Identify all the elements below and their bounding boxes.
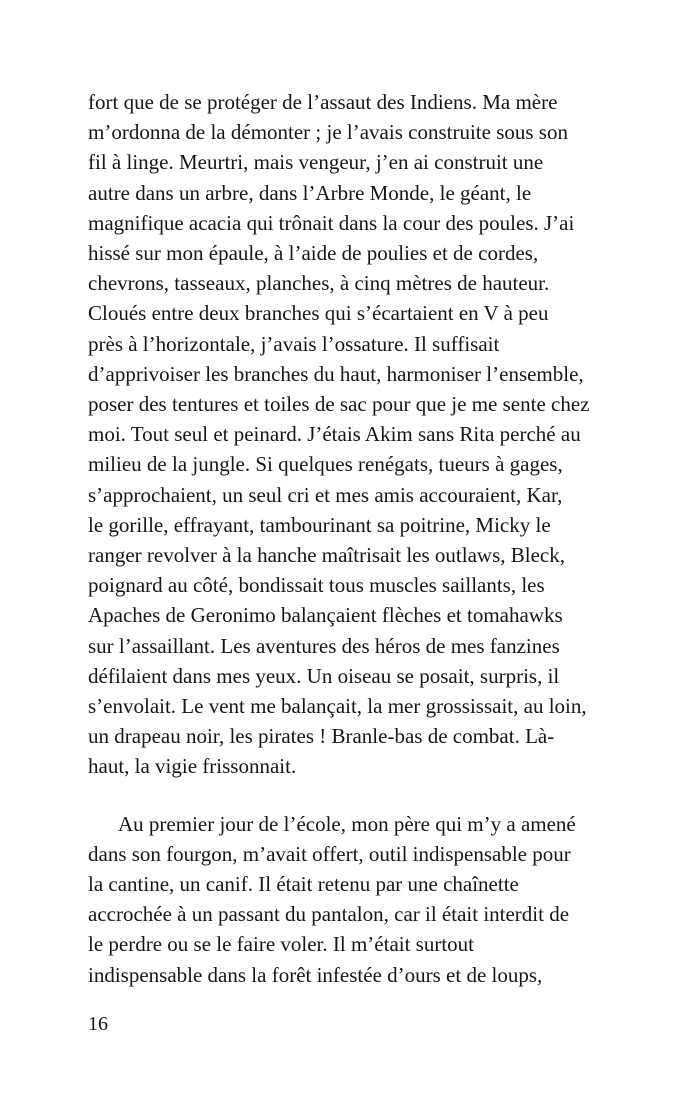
text-line: poignard au côté, bondissait tous muscles saillants, les xyxy=(88,573,545,598)
text-line: magnifique acacia qui trônait dans la cour des poules. J’ai xyxy=(88,210,575,235)
text-line: hissé sur mon épaule, à l’aide de poulies et de cordes, xyxy=(88,241,539,266)
text-line: le gorille, effrayant, tambourinant sa poitrine, Micky le xyxy=(88,512,551,537)
text-line: s’envolait. Le vent me balançait, la mer grossissait, au loin, xyxy=(88,694,587,719)
text-line: autre dans un arbre, dans l’Arbre Monde, le géant, le xyxy=(88,180,532,205)
text-line: indispensable dans la forêt infestée d’ours et de loups, xyxy=(88,962,543,987)
text-line: d’apprivoiser les branches du haut, harmoniser l’ensemble, xyxy=(88,361,584,386)
text-line: milieu de la jungle. Si quelques renégats, tueurs à gages, xyxy=(88,452,563,477)
text-line: Apaches de Geronimo balançaient flèches et tomahawks xyxy=(88,603,563,628)
paragraph xyxy=(88,87,612,782)
text-line: Cloués entre deux branches qui s’écartaient en V à peu xyxy=(88,301,549,326)
text-line: m’ordonna de la démonter ; je l’avais construite sous son xyxy=(88,120,568,145)
text-line: sur l’assaillant. Les aventures des héros de mes fanzines xyxy=(88,633,560,658)
text-line: dans son fourgon, m’avait offert, outil indispensable pour xyxy=(88,841,571,866)
text-line: près à l’horizontale, j’avais l’ossature. Il suffisait xyxy=(88,331,500,356)
text-line: un drapeau noir, les pirates ! Branle-bas de combat. Là- xyxy=(88,724,555,749)
page-text xyxy=(88,87,612,990)
text-line: moi. Tout seul et peinard. J’étais Akim sans Rita perché au xyxy=(88,422,581,447)
text-line: fil à linge. Meurtri, mais vengeur, j’en ai construit une xyxy=(88,150,544,175)
text-line: haut, la vigie frissonnait. xyxy=(88,754,297,779)
text-line: défilaient dans mes yeux. Un oiseau se posait, surpris, il xyxy=(88,663,560,688)
text-line: poser des tentures et toiles de sac pour que je me sente chez xyxy=(88,392,590,417)
text-line: chevrons, tasseaux, planches, à cinq mètres de hauteur. xyxy=(88,271,550,296)
text-line: accrochée à un passant du pantalon, car il était interdit de xyxy=(88,902,570,927)
text-line: le perdre ou se le faire voler. Il m’était surtout xyxy=(88,932,475,957)
text-line: s’approchaient, un seul cri et mes amis accouraient, Kar, xyxy=(88,482,563,507)
page-number: 16 xyxy=(88,1013,108,1035)
text-line: fort que de se protéger de l’assaut des Indiens. Ma mère xyxy=(88,90,558,114)
text-line: la cantine, un canif. Il était retenu par une chaînette xyxy=(88,872,519,897)
paragraph xyxy=(88,809,612,990)
text-line: ranger revolver à la hanche maîtrisait les outlaws, Bleck, xyxy=(88,543,565,568)
text-line: Au premier jour de l’école, mon père qui m’y a amené xyxy=(118,811,576,836)
